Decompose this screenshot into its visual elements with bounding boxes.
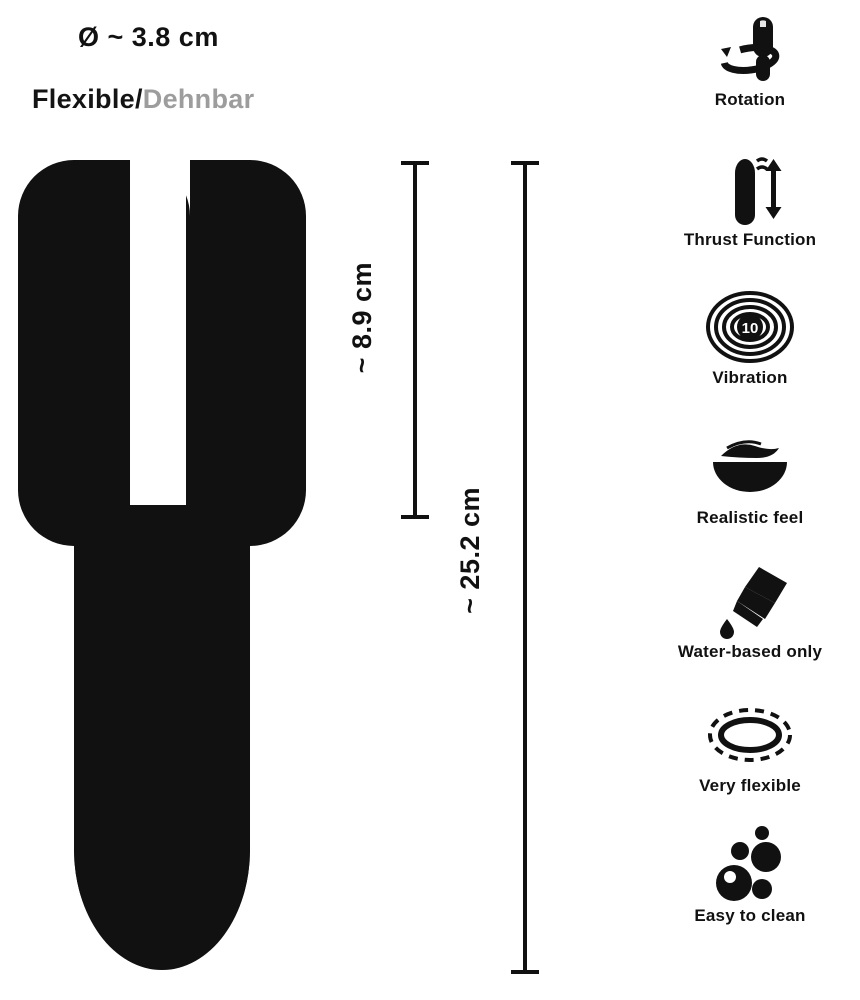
feature-label: Thrust Function <box>683 230 817 249</box>
vibration-levels-badge: 10 <box>741 320 759 337</box>
dimension-label-89: ~ 8.9 cm <box>347 262 377 374</box>
realistic-feel-icon <box>640 428 860 506</box>
product-silhouette <box>18 160 338 990</box>
dimension-line-89 <box>400 160 430 520</box>
dimension-line-252 <box>510 160 540 975</box>
feature-label: Vibration <box>712 368 788 387</box>
dimension-label-252: ~ 25.2 cm <box>455 487 485 614</box>
flexible-ring-icon <box>640 696 860 774</box>
rotation-icon <box>640 10 860 88</box>
diameter-label: Ø ~ 3.8 cm <box>78 22 219 52</box>
feature-thrust <box>640 150 860 250</box>
feature-list <box>640 0 860 1000</box>
feature-label: Water-based only <box>677 642 823 661</box>
flexible-label-de: Dehnbar <box>142 84 255 114</box>
vibration-icon <box>640 288 860 366</box>
bubbles-icon <box>640 826 860 904</box>
water-based-lube-icon <box>640 562 860 640</box>
flexible-label-en: Flexible <box>32 84 135 114</box>
feature-vibration <box>640 288 860 388</box>
feature-rotation <box>640 10 860 110</box>
feature-very-flexible <box>640 696 860 796</box>
feature-label: Rotation <box>714 90 786 109</box>
thrust-icon <box>640 150 860 228</box>
feature-water-based-only <box>640 562 860 662</box>
feature-label: Very flexible <box>699 776 801 795</box>
feature-realistic-feel <box>640 428 860 528</box>
feature-label: Realistic feel <box>696 508 804 527</box>
feature-easy-to-clean <box>640 826 860 926</box>
flexible-label <box>32 84 254 115</box>
flexible-label-separator: / <box>134 84 143 114</box>
feature-label: Easy to clean <box>694 906 806 925</box>
